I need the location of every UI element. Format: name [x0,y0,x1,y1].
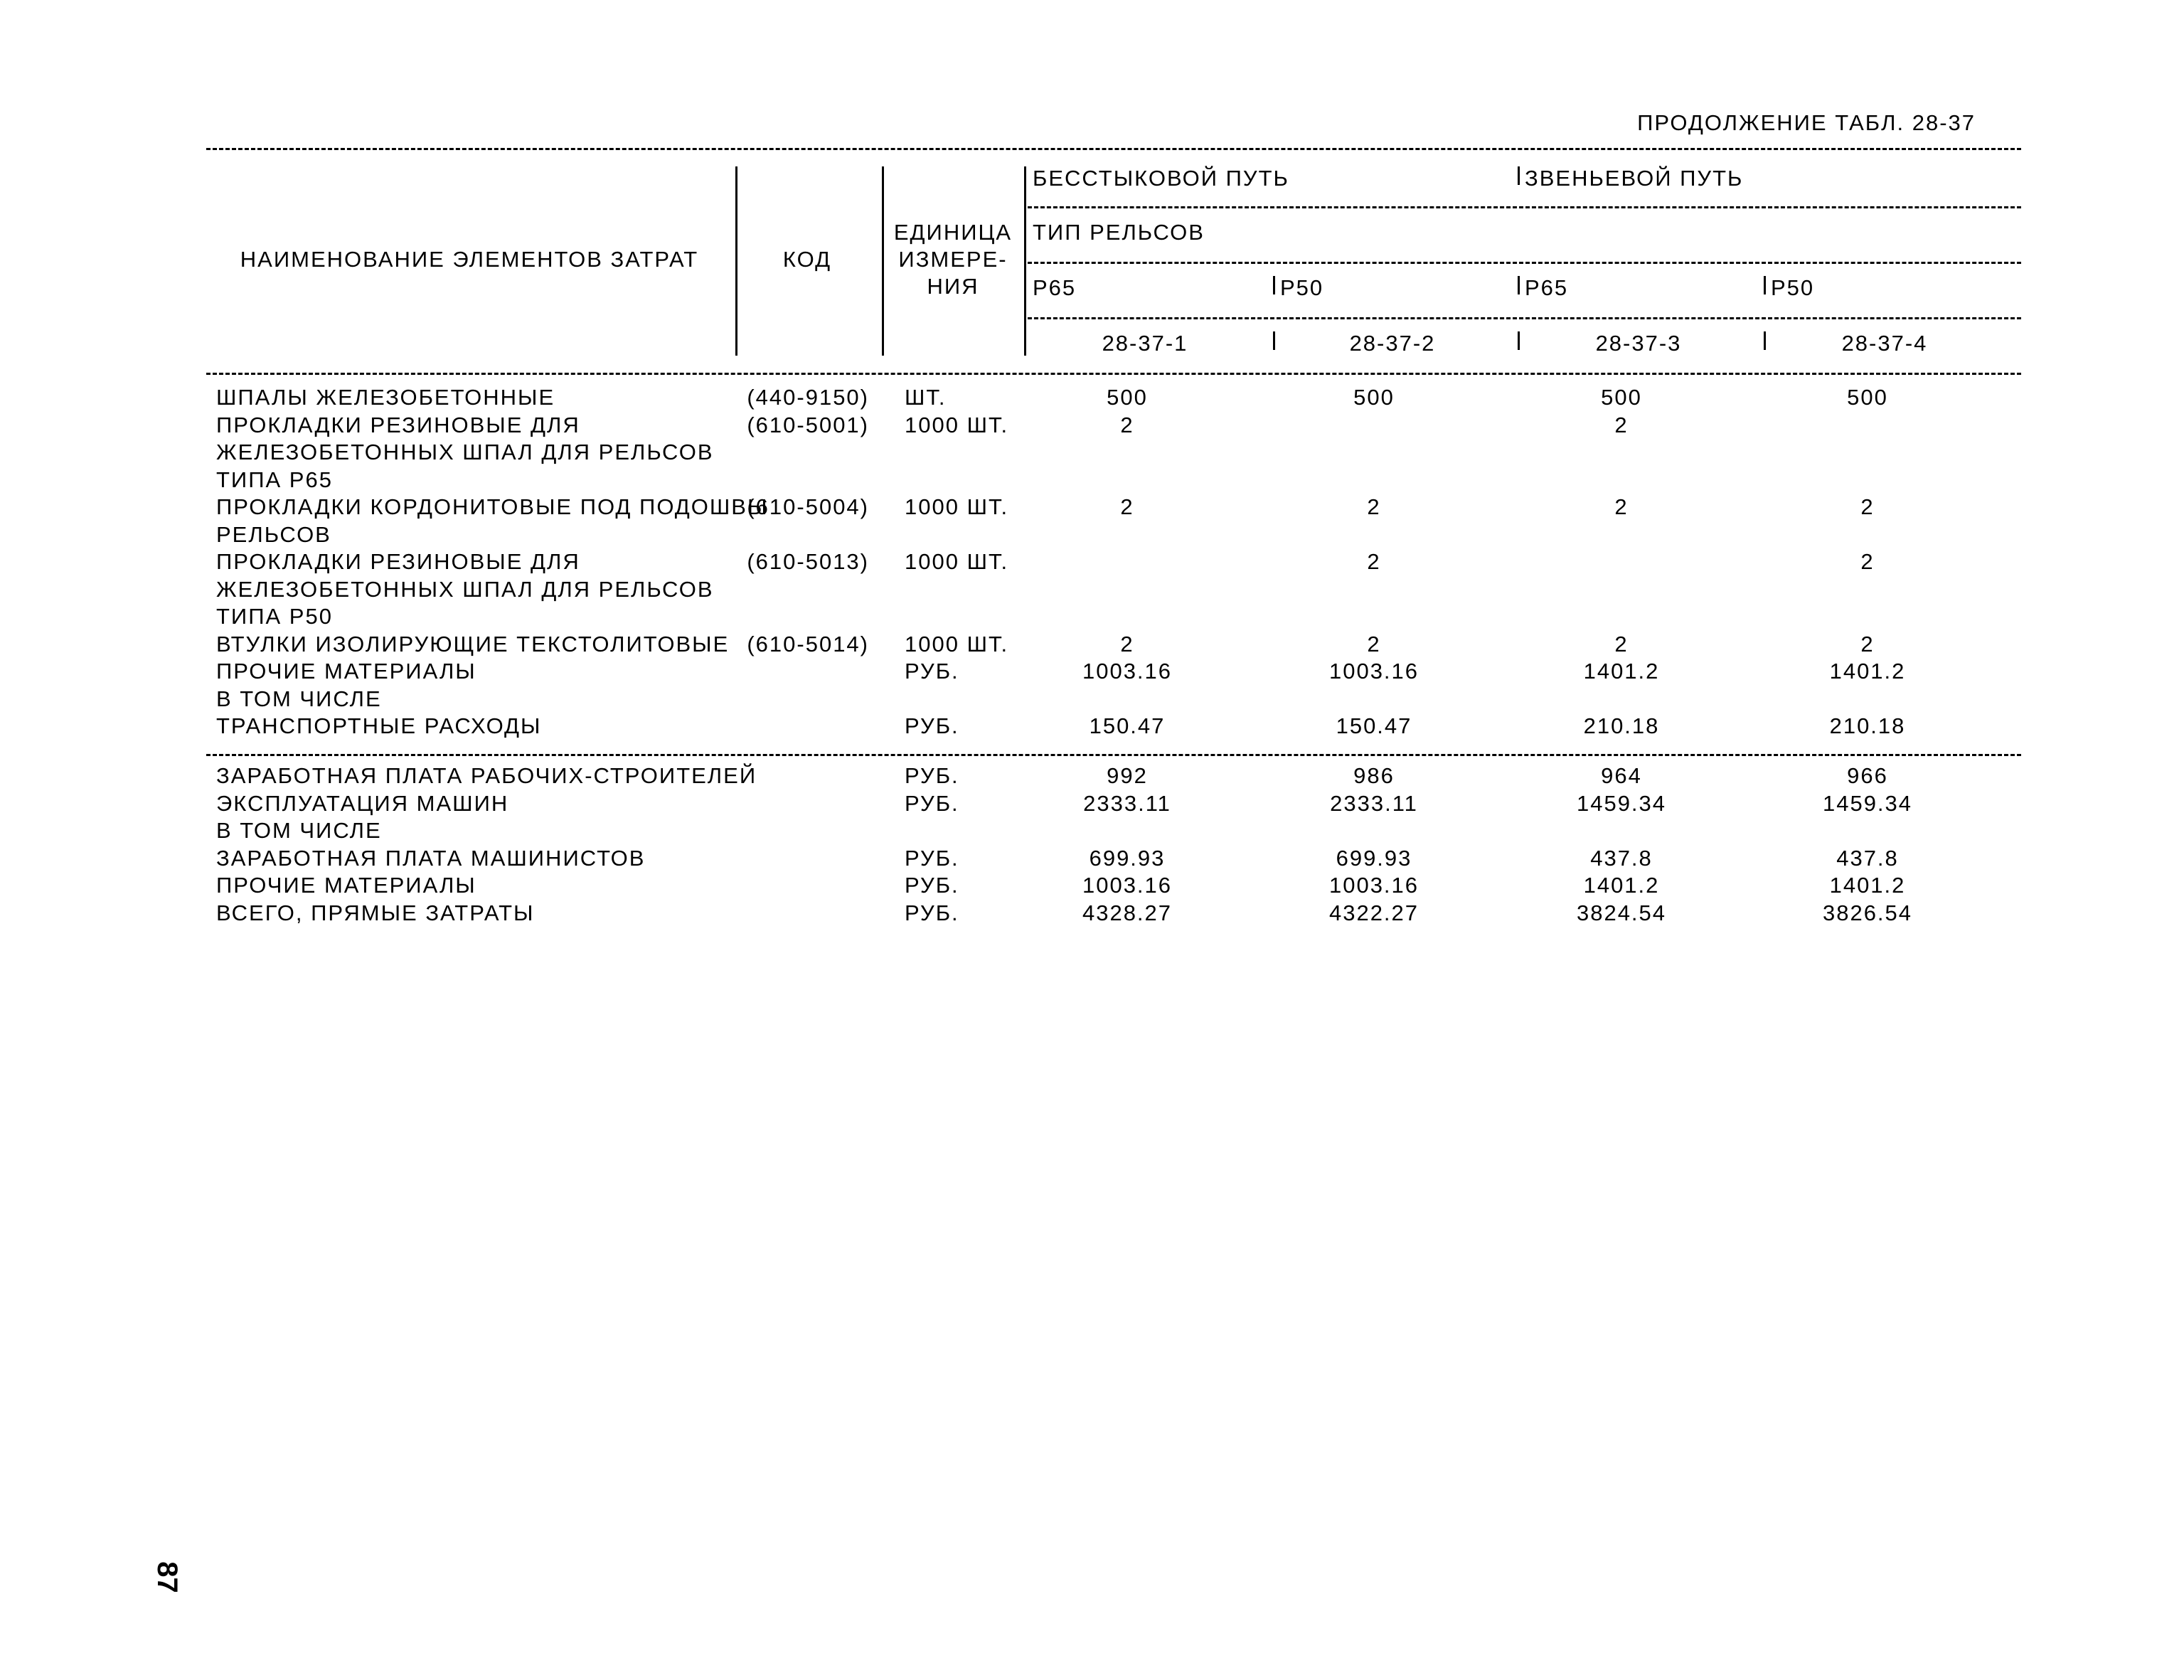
header-unit-3: НИЯ [927,274,979,299]
row-name-line: ВСЕГО, ПРЯМЫЕ ЗАТРАТЫ [216,900,535,925]
header-separator-values [1024,166,1026,356]
header-group-link: ЗВЕНЬЕВОЙ ПУТЬ [1525,166,1744,191]
row-value: 1401.2 [1829,873,1906,898]
row-code: (610-5013) [747,549,869,574]
row-value: 4328.27 [1082,900,1173,925]
row-name-line: ПРОЧИЕ МАТЕРИАЛЫ [216,659,476,684]
row-code: (610-5014) [747,631,869,656]
row-unit: РУБ. [905,900,959,925]
header-code: КОД [782,247,832,272]
row-name-line: В ТОМ ЧИСЛЕ [216,686,382,711]
row-name-line: ПРОКЛАДКИ РЕЗИНОВЫЕ ДЛЯ [216,549,580,574]
row-unit: ШТ. [905,385,947,410]
row-value: 986 [1353,763,1395,788]
header-name: НАИМЕНОВАНИЕ ЭЛЕМЕНТОВ ЗАТРАТ [240,247,699,272]
header-separator-rail-3 [1518,276,1520,294]
header-code-3: 28-37-3 [1595,331,1682,356]
row-value: 2 [1860,494,1875,519]
continuation-label: ПРОДОЛЖЕНИЕ ТАБЛ. 28-37 [1637,110,1976,135]
row-value: 964 [1601,763,1642,788]
header-group-jointless: БЕССТЫКОВОЙ ПУТЬ [1033,166,1289,191]
header-rule-1 [1028,206,2021,208]
row-value: 150.47 [1089,713,1166,738]
row-value: 1459.34 [1822,790,1913,816]
row-code: (440-9150) [747,385,869,410]
row-code: (610-5004) [747,494,869,519]
row-value: 1003.16 [1328,873,1419,898]
row-name-line: ПРОКЛАДКИ РЕЗИНОВЫЕ ДЛЯ [216,412,580,437]
header-code-1: 28-37-1 [1102,331,1188,356]
row-name-line: ЗАРАБОТНАЯ ПЛАТА МАШИНИСТОВ [216,845,646,871]
row-value: 437.8 [1836,845,1899,871]
header-rail-3: Р65 [1525,275,1569,300]
row-code: (610-5001) [747,412,869,437]
row-value: 2333.11 [1330,790,1418,816]
row-name-line: ШПАЛЫ ЖЕЛЕЗОБЕТОННЫЕ [216,385,555,410]
row-value: 1401.2 [1829,659,1906,684]
header-separator-code-4 [1764,331,1766,350]
row-value: 1459.34 [1576,790,1667,816]
row-unit: 1000 ШТ. [905,549,1009,574]
row-value: 1003.16 [1082,659,1173,684]
row-value: 150.47 [1336,713,1412,738]
header-unit-2: ИЗМЕРЕ- [898,247,1008,272]
row-name-line: ЭКСПЛУАТАЦИЯ МАШИН [216,790,509,816]
row-unit: РУБ. [905,873,959,898]
row-value: 500 [1353,385,1395,410]
row-name-line: ТРАНСПОРТНЫЕ РАСХОДЫ [216,713,542,738]
row-value: 2 [1860,549,1875,574]
row-value: 2333.11 [1083,790,1171,816]
row-value: 699.93 [1089,845,1166,871]
row-name-line: В ТОМ ЧИСЛЕ [216,818,382,843]
row-value: 2 [1367,631,1381,656]
row-name-line: РЕЛЬСОВ [216,521,331,547]
row-unit: 1000 ШТ. [905,412,1009,437]
header-rail-1: Р65 [1033,275,1077,300]
row-unit: 1000 ШТ. [905,631,1009,656]
row-value: 992 [1107,763,1148,788]
header-code-2: 28-37-2 [1349,331,1436,356]
header-rail-4: Р50 [1771,275,1815,300]
row-name-line: ЗАРАБОТНАЯ ПЛАТА РАБОЧИХ-СТРОИТЕЛЕЙ [216,763,757,788]
row-name-line: ПРОКЛАДКИ КОРДОНИТОВЫЕ ПОД ПОДОШВЫ [216,494,769,519]
header-rail-type: ТИП РЕЛЬСОВ [1033,220,1205,245]
row-value: 2 [1367,549,1381,574]
header-rail-2: Р50 [1280,275,1324,300]
row-value: 500 [1601,385,1642,410]
row-name-line: ПРОЧИЕ МАТЕРИАЛЫ [216,873,476,898]
header-separator-unit [882,166,884,356]
row-name-line: ЖЕЛЕЗОБЕТОННЫХ ШПАЛ ДЛЯ РЕЛЬСОВ [216,576,714,602]
row-value: 2 [1860,631,1875,656]
row-value: 4322.27 [1328,900,1419,925]
row-value: 500 [1107,385,1148,410]
header-separator-rail-2 [1273,276,1275,294]
header-separator-rail-4 [1764,276,1766,294]
row-value: 2 [1120,631,1134,656]
row-value: 2 [1120,494,1134,519]
row-value: 2 [1614,631,1629,656]
header-rule-3 [1028,317,2021,319]
row-value: 1401.2 [1583,659,1660,684]
row-name-line: ТИПА Р50 [216,604,333,629]
page-number: 87 [151,1561,183,1593]
row-name-line: ЖЕЛЕЗОБЕТОННЫХ ШПАЛ ДЛЯ РЕЛЬСОВ [216,440,714,464]
row-name-line: ВТУЛКИ ИЗОЛИРУЮЩИЕ ТЕКСТОЛИТОВЫЕ [216,631,730,656]
header-rule-2 [1028,262,2021,264]
table-top-rule [206,148,2021,150]
row-unit: 1000 ШТ. [905,494,1009,519]
row-value: 1401.2 [1583,873,1660,898]
header-separator-code-2 [1273,331,1275,350]
row-value: 2 [1614,494,1629,519]
row-value: 3826.54 [1822,900,1913,925]
row-value: 1003.16 [1082,873,1173,898]
header-code-4: 28-37-4 [1841,331,1928,356]
row-value: 500 [1847,385,1888,410]
row-value: 2 [1367,494,1381,519]
row-value: 437.8 [1590,845,1653,871]
row-value: 699.93 [1336,845,1412,871]
row-value: 966 [1847,763,1888,788]
row-unit: РУБ. [905,845,959,871]
header-separator-code-3 [1518,331,1520,350]
row-value: 2 [1120,412,1134,437]
header-separator-code [735,166,737,356]
row-unit: РУБ. [905,659,959,684]
row-value: 210.18 [1583,713,1660,738]
row-value: 210.18 [1829,713,1906,738]
row-value: 3824.54 [1576,900,1667,925]
row-name-line: ТИПА Р65 [216,467,333,492]
row-unit: РУБ. [905,790,959,816]
row-value: 2 [1614,412,1629,437]
section-rule [206,754,2021,756]
header-separator-group [1518,166,1520,185]
row-unit: РУБ. [905,763,959,788]
header-bottom-rule [206,373,2021,375]
header-unit-1: ЕДИНИЦА [893,220,1013,245]
row-value: 1003.16 [1328,659,1419,684]
row-unit: РУБ. [905,713,959,738]
